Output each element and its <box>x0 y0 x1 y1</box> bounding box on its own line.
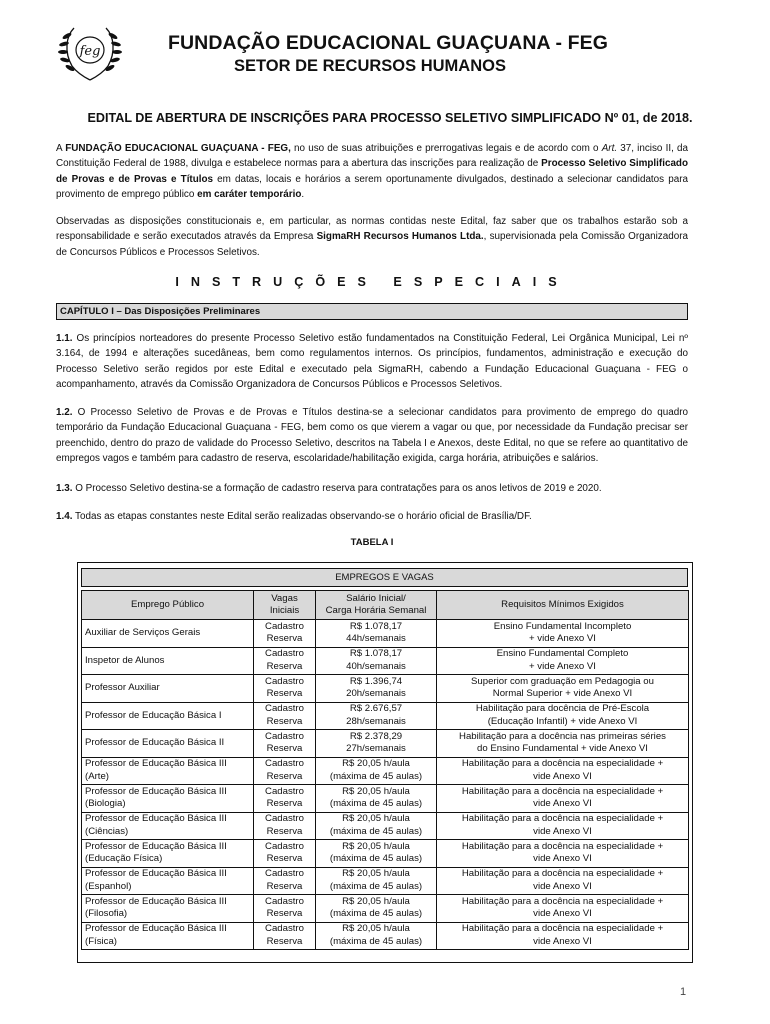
requirements-cell: Habilitação para a docência na especialidade + vide Anexo VI <box>437 867 689 895</box>
table-row <box>82 922 689 950</box>
item-1-3: 1.3. O Processo Seletivo destina-se a formação de cadastro reserva para contratações para os anos letivos de 2019 e 2020. <box>56 483 602 494</box>
salary-cell: R$ 1.396,74 20h/semanais <box>316 675 437 703</box>
vacancies-cell: Cadastro Reserva <box>254 647 316 675</box>
job-name-cell: Professor de Educação Básica III (Educação Física) <box>82 840 254 868</box>
requirements-cell: Superior com graduação em Pedagogia ou Normal Superior + vide Anexo VI <box>437 675 689 703</box>
job-name-cell: Professor de Educação Básica III (Filosofia) <box>82 895 254 923</box>
vacancies-cell: Cadastro Reserva <box>254 702 316 730</box>
table-row <box>82 702 689 730</box>
vacancies-cell: Cadastro Reserva <box>254 867 316 895</box>
vacancies-cell: Cadastro Reserva <box>254 840 316 868</box>
table-row <box>82 867 689 895</box>
salary-cell: R$ 20,05 h/aula (máxima de 45 aulas) <box>316 867 437 895</box>
job-name-cell: Inspetor de Alunos <box>82 647 254 675</box>
salary-cell: R$ 20,05 h/aula (máxima de 45 aulas) <box>316 785 437 813</box>
requirements-cell: Habilitação para a docência na especialidade + vide Anexo VI <box>437 840 689 868</box>
vacancies-cell: Cadastro Reserva <box>254 757 316 785</box>
table-row <box>82 757 689 785</box>
intro-paragraph-2: Observadas as disposições constitucionais e, em particular, as normas contidas neste Edital, faz saber que os trabalhos estarão sob a responsabilidade e serão executados através da Empresa SigmaRH Recursos Humanos Ltda., supervisionada pela Comissão Organizadora de Concursos Públicos e Processos Seletivos. <box>56 216 688 258</box>
salary-cell: R$ 20,05 h/aula (máxima de 45 aulas) <box>316 812 437 840</box>
vacancies-cell: Cadastro Reserva <box>254 730 316 758</box>
page-number: 1 <box>680 986 687 998</box>
job-name-cell: Professor de Educação Básica III (Arte) <box>82 757 254 785</box>
salary-cell: R$ 20,05 h/aula (máxima de 45 aulas) <box>316 922 437 950</box>
item-1-2: 1.2. O Processo Seletivo de Provas e de Provas e Títulos destina-se a selecionar candidatos para provimento de emprego do quadro temporário da Fundação Educacional Guaçuana - FEG, bem como os que vierem a vagar ou que, por necessidade da Fundação precisar ser preenchido, dentro do prazo de validade do Processo Seletivo, descritos na Tabela I e Anexos, deste Edital, no que se refere ao quantitativo de empregos vagos e também para cadastro de reserva, escolaridade/habilitação exigida, carga horária, atribuições e salários. <box>56 407 688 465</box>
vacancies-cell: Cadastro Reserva <box>254 785 316 813</box>
requirements-cell: Ensino Fundamental Completo + vide Anexo VI <box>437 647 689 675</box>
requirements-cell: Habilitação para docência de Pré-Escola (Educação Infantil) + vide Anexo VI <box>437 702 689 730</box>
salary-cell: R$ 2.378,29 27h/semanais <box>316 730 437 758</box>
requirements-cell: Habilitação para a docência na especialidade + vide Anexo VI <box>437 785 689 813</box>
logo-lettering: feg <box>79 44 101 59</box>
salary-cell: R$ 20,05 h/aula (máxima de 45 aulas) <box>316 895 437 923</box>
job-name-cell: Auxiliar de Serviços Gerais <box>82 620 254 648</box>
vacancies-cell: Cadastro Reserva <box>254 675 316 703</box>
header-requisitos: Requisitos Mínimos Exigidos <box>437 591 689 620</box>
job-name-cell: Professor de Educação Básica II <box>82 730 254 758</box>
item-1-1: 1.1. Os princípios norteadores do presente Processo Seletivo estão fundamentados na Constituição Federal, Lei Orgânica Municipal, Lei nº 3.164, de 1994 e alterações sucedâneas, bem como regulamentos internos. Os princípios, fundamentos, administração e execução do Processo Seletivo serão regidos por este Edital e executado pela SigmaRH, cabendo a Fundação Educacional Guaçuana - FEG o acompanhamento, através da Comissão Organizadora de Concursos Públicos e Processos Seletivos. <box>56 333 688 391</box>
item-1-4: 1.4. Todas as etapas constantes neste Edital serão realizadas observando-se o horário oficial de Brasília/DF. <box>56 511 532 522</box>
table-header-row <box>82 591 689 620</box>
requirements-cell: Habilitação para a docência na especialidade + vide Anexo VI <box>437 895 689 923</box>
salary-cell: R$ 20,05 h/aula (máxima de 45 aulas) <box>316 840 437 868</box>
job-name-cell: Professor de Educação Básica I <box>82 702 254 730</box>
jobs-table <box>81 590 689 950</box>
table-row <box>82 647 689 675</box>
job-name-cell: Professor de Educação Básica III (Espanhol) <box>82 867 254 895</box>
chapter-title: CAPÍTULO I – Das Disposições Preliminares <box>56 303 688 320</box>
vacancies-cell: Cadastro Reserva <box>254 812 316 840</box>
job-name-cell: Professor de Educação Básica III (Física) <box>82 922 254 950</box>
table-caption: TABELA I <box>350 537 394 548</box>
organization-title: FUNDAÇÃO EDUCACIONAL GUAÇUANA - FEG <box>167 32 609 54</box>
table-row <box>82 812 689 840</box>
job-name-cell: Professor de Educação Básica III (Biologia) <box>82 785 254 813</box>
vacancies-cell: Cadastro Reserva <box>254 620 316 648</box>
organization-subtitle: SETOR DE RECURSOS HUMANOS <box>234 57 506 75</box>
table-title: EMPREGOS E VAGAS <box>81 568 688 587</box>
requirements-cell: Habilitação para a docência na especialidade + vide Anexo VI <box>437 922 689 950</box>
requirements-cell: Habilitação para a docência nas primeiras séries do Ensino Fundamental + vide Anexo VI <box>437 730 689 758</box>
table-row <box>82 785 689 813</box>
edital-title: EDITAL DE ABERTURA DE INSCRIÇÕES PARA PROCESSO SELETIVO SIMPLIFICADO Nº 01, de 2018. <box>87 111 693 125</box>
table-row <box>82 840 689 868</box>
requirements-cell: Habilitação para a docência na especialidade + vide Anexo VI <box>437 812 689 840</box>
feg-laurel-logo <box>52 22 128 84</box>
salary-cell: R$ 20,05 h/aula (máxima de 45 aulas) <box>316 757 437 785</box>
vacancies-cell: Cadastro Reserva <box>254 922 316 950</box>
header-salario: Salário Inicial/ Carga Horária Semanal <box>316 591 437 620</box>
requirements-cell: Habilitação para a docência na especialidade + vide Anexo VI <box>437 757 689 785</box>
salary-cell: R$ 1.078,17 44h/semanais <box>316 620 437 648</box>
job-name-cell: Professor Auxiliar <box>82 675 254 703</box>
vacancies-cell: Cadastro Reserva <box>254 895 316 923</box>
salary-cell: R$ 1.078,17 40h/semanais <box>316 647 437 675</box>
section-heading: INSTRUÇÕES ESPECIAIS <box>175 275 569 289</box>
intro-paragraph-1: A FUNDAÇÃO EDUCACIONAL GUAÇUANA - FEG, no uso de suas atribuições e prerrogativas legais e de acordo com o Art. 37, inciso II, da Constituição Federal de 1988, divulga e estabelece normas para a abertura das inscrições para realização de Processo Seletivo Simplificado de Provas e de Provas e Títulos em datas, locais e horários a serem oportunamente divulgados, destinado a selecionar candidatos para provimento de emprego público em caráter temporário. <box>56 143 689 201</box>
table-row <box>82 895 689 923</box>
header-vagas: Vagas Iniciais <box>254 591 316 620</box>
table-row <box>82 730 689 758</box>
job-name-cell: Professor de Educação Básica III (Ciências) <box>82 812 254 840</box>
table-row <box>82 675 689 703</box>
salary-cell: R$ 2.676,57 28h/semanais <box>316 702 437 730</box>
table-row <box>82 620 689 648</box>
header-emprego: Emprego Público <box>82 591 254 620</box>
requirements-cell: Ensino Fundamental Incompleto + vide Anexo VI <box>437 620 689 648</box>
